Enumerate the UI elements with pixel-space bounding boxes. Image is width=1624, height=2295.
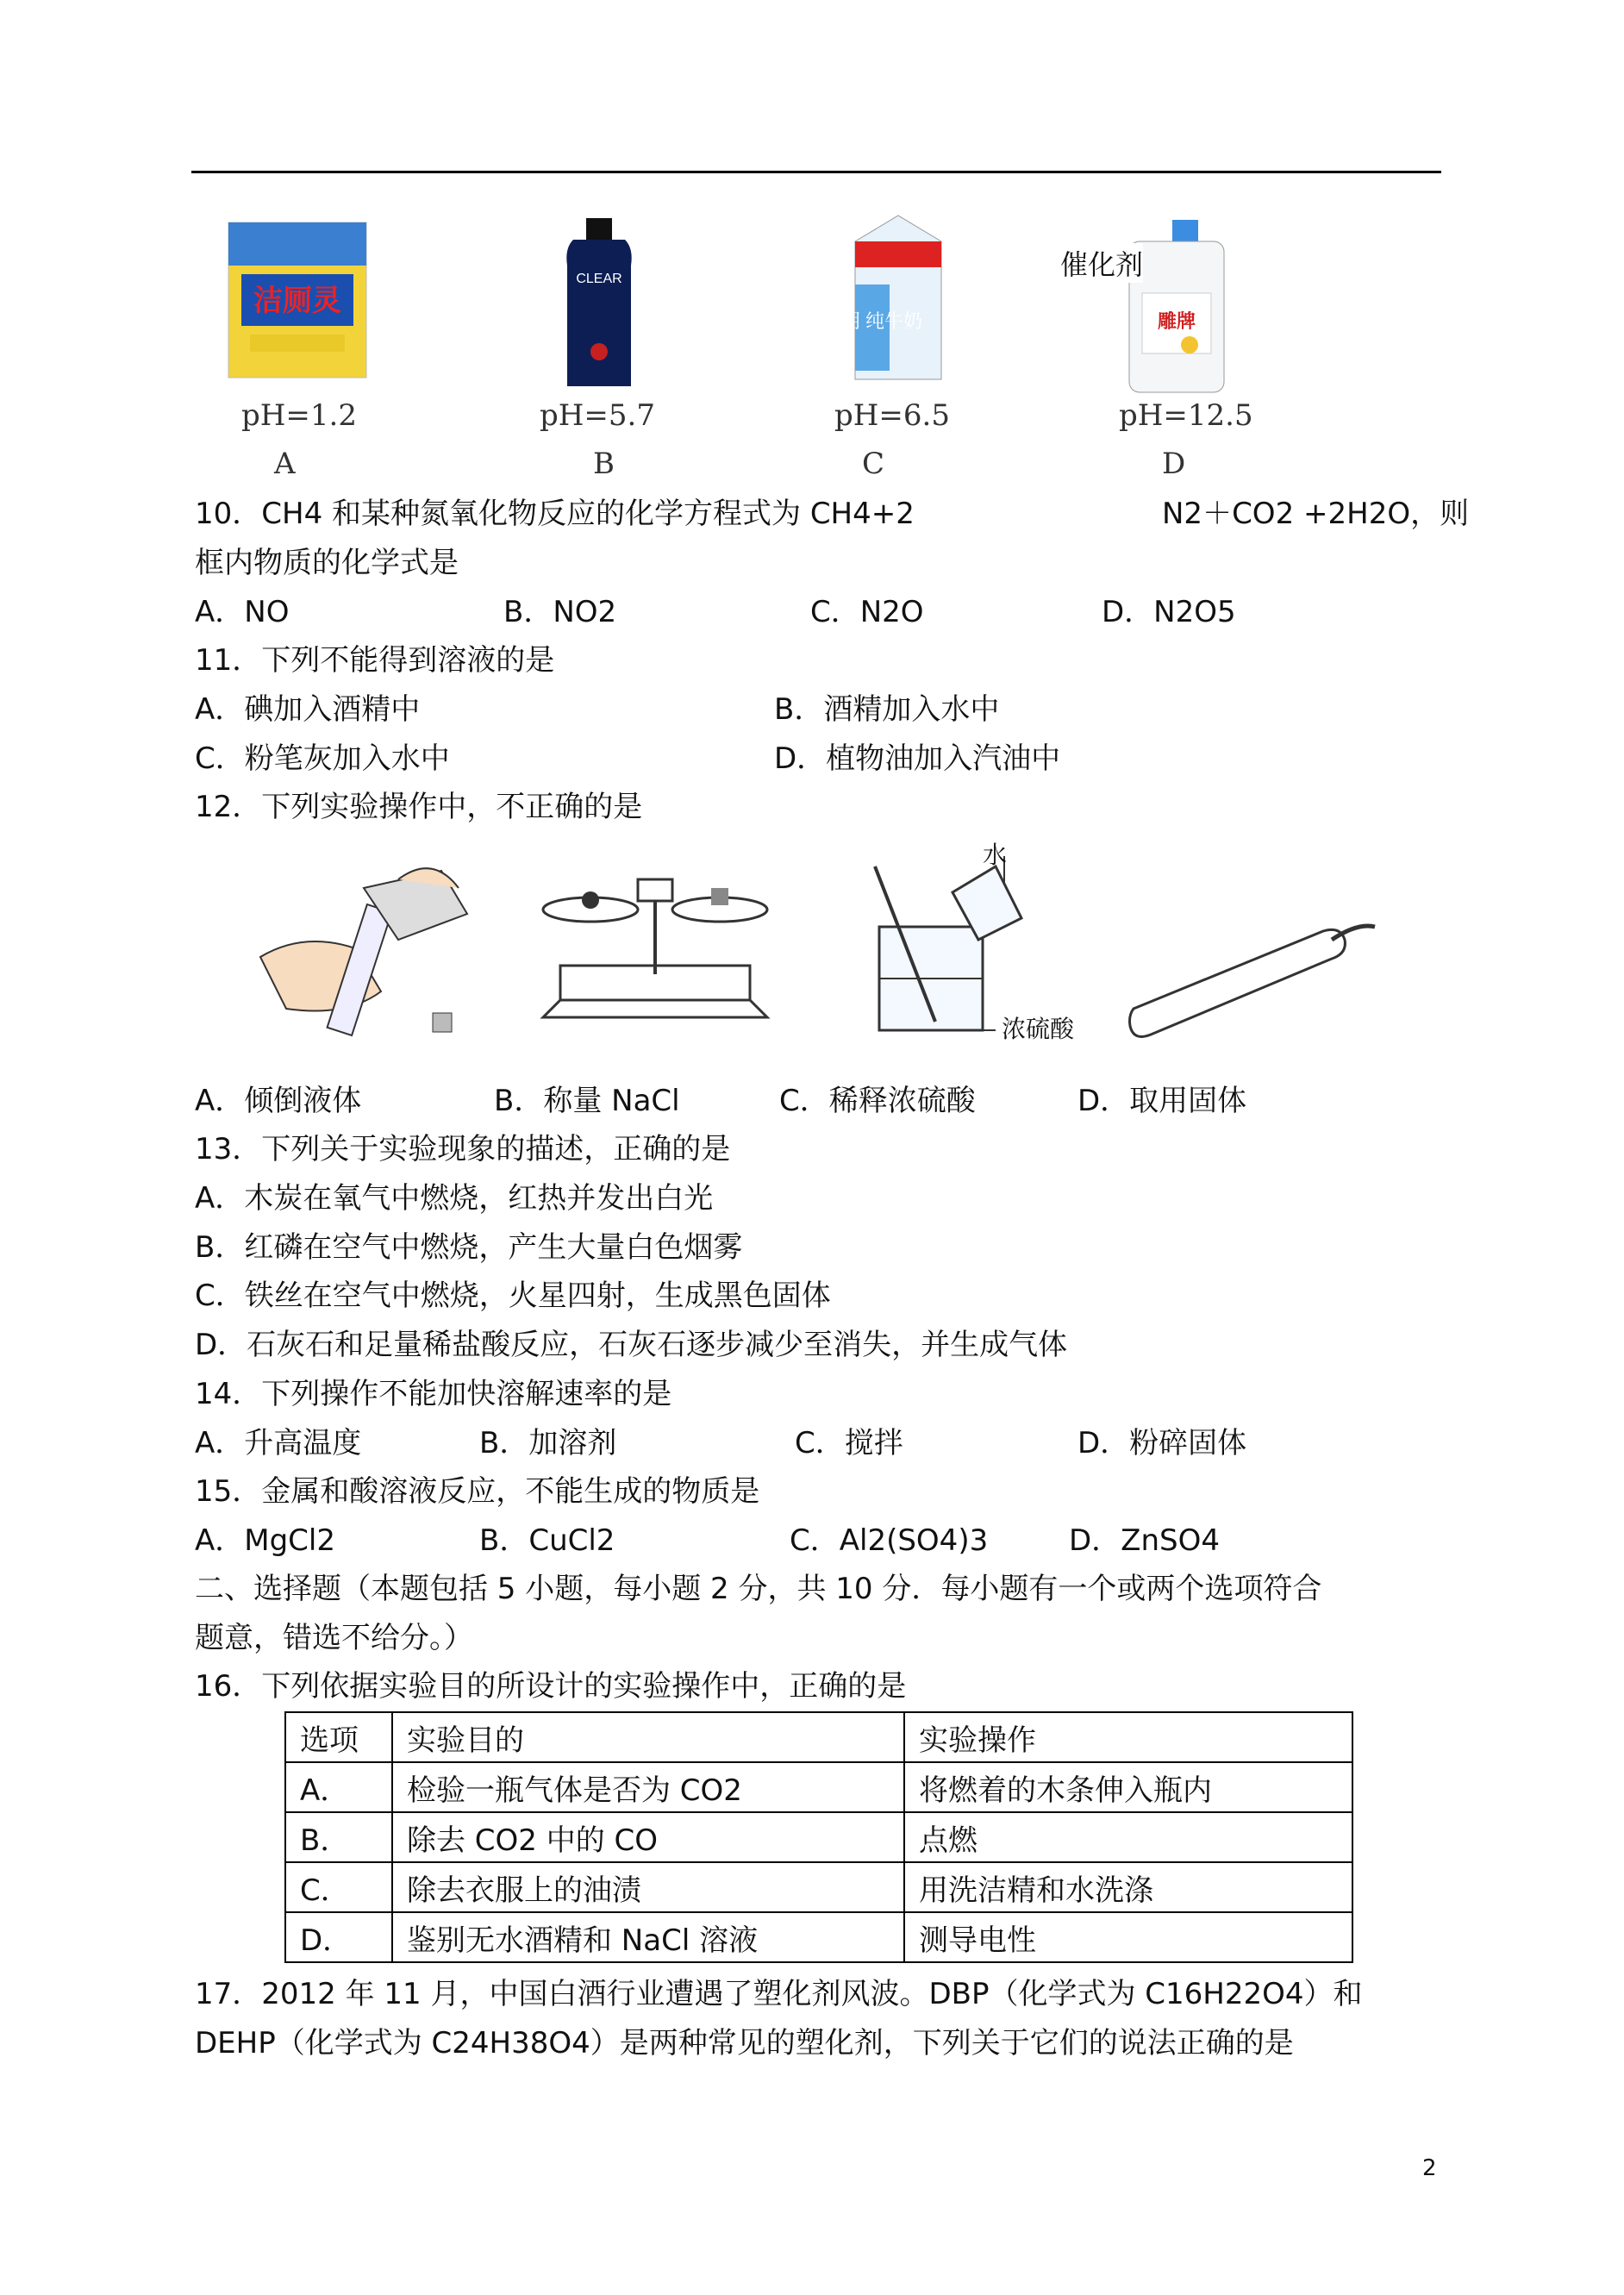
q13-option-b: B．红磷在空气中燃烧，产生大量白色烟雾 [195, 1230, 743, 1265]
sulfuric-acid-label: 浓硫酸 [1002, 1015, 1075, 1043]
table-cell: 将燃着的木条伸入瓶内 [904, 1762, 1352, 1812]
q16-table [284, 1711, 1353, 1963]
test-tube-solid-image [1125, 914, 1384, 1043]
q10-option-b: B．NO2 [503, 595, 617, 629]
q11-option-d: D．植物油加入汽油中 [774, 741, 1061, 776]
q14-stem: 14．下列操作不能加快溶解速率的是 [195, 1377, 672, 1411]
product-d-name: 雕牌 [1157, 310, 1196, 332]
pour-liquid-image [252, 854, 476, 1052]
q13-option-a: A．木炭在氧气中燃烧，红热并发出白光 [195, 1181, 714, 1216]
table-row [285, 1812, 1352, 1862]
q13-option-d: D．石灰石和足量稀盐酸反应，石灰石逐步减少至消失，并生成气体 [195, 1328, 1068, 1362]
table-cell: B． [285, 1812, 392, 1862]
table-cell: 除去衣服上的油渍 [392, 1862, 904, 1912]
q11-option-b: B．酒精加入水中 [774, 692, 1000, 727]
table-cell: A． [285, 1762, 392, 1812]
q15-option-a: A．MgCl2 [195, 1523, 335, 1558]
ph-value-a: pH=1.2 [241, 398, 357, 433]
q14-option-a: A．升高温度 [195, 1426, 362, 1460]
ph-value-c: pH=6.5 [834, 398, 950, 433]
table-cell: 鉴别无水酒精和 NaCl 溶液 [392, 1912, 904, 1962]
q10-line1-end: N2＋CO2 +2H2O，则 [1162, 497, 1470, 531]
q10-line2: 框内物质的化学式是 [195, 546, 459, 580]
product-a-name: 洁厕灵 [253, 285, 341, 317]
table-cell: 用洗洁精和水洗涤 [904, 1862, 1352, 1912]
q14-option-b: B．加溶剂 [479, 1426, 617, 1460]
table-cell: 点燃 [904, 1812, 1352, 1862]
q16-stem: 16．下列依据实验目的所设计的实验操作中，正确的是 [195, 1669, 907, 1704]
product-letter-a: A [274, 447, 296, 481]
shampoo-image [560, 214, 638, 395]
q15-option-c: C．Al2(SO4)3 [790, 1523, 989, 1558]
q17-line2: DEHP（化学式为 C24H38O4）是两种常见的塑化剂，下列关于它们的说法正确的是 [195, 2026, 1294, 2060]
product-letter-d: D [1162, 447, 1186, 481]
table-header-cell: 实验操作 [904, 1712, 1352, 1762]
q12-option-d: D．取用固体 [1077, 1084, 1247, 1118]
q15-option-b: B．CuCl2 [479, 1523, 615, 1558]
q17-line1: 17．2012 年 11 月，中国白酒行业遭遇了塑化剂风波。DBP（化学式为 C16H22O4）和 [195, 1977, 1363, 2011]
q10-line1: 10．CH4 和某种氮氧化物反应的化学方程式为 CH4+2 [195, 497, 915, 531]
table-cell: 测导电性 [904, 1912, 1352, 1962]
header-rule [191, 171, 1441, 173]
product-c-name: 光明 纯牛奶 [821, 310, 923, 332]
q10-option-c: C．N2O [810, 595, 924, 629]
table-cell: C． [285, 1862, 392, 1912]
q12-option-b: B．称量 NaCl [494, 1084, 680, 1118]
table-header-cell: 实验目的 [392, 1712, 904, 1762]
water-label: 水 [983, 841, 1008, 869]
product-b-name: CLEAR [576, 272, 622, 286]
q14-option-c: C．搅拌 [795, 1426, 903, 1460]
table-row [285, 1862, 1352, 1912]
q11-stem: 11．下列不能得到溶液的是 [195, 643, 555, 678]
q13-option-c: C．铁丝在空气中燃烧，火星四射，生成黑色固体 [195, 1279, 831, 1313]
product-letter-b: B [593, 447, 615, 481]
table-cell: 除去 CO2 中的 CO [392, 1812, 904, 1862]
section2-heading: 二、选择题（本题包括 5 小题，每小题 2 分，共 10 分．每小题有一个或两个选项符合 [195, 1572, 1322, 1606]
q12-option-a: A．倾倒液体 [195, 1084, 362, 1118]
ph-value-b: pH=5.7 [540, 398, 655, 433]
q14-option-d: D．粉碎固体 [1077, 1426, 1247, 1460]
q13-stem: 13．下列关于实验现象的描述，正确的是 [195, 1132, 731, 1166]
table-header-cell: 选项 [285, 1712, 392, 1762]
balance-image [534, 871, 776, 1043]
q10-option-a: A．NO [195, 595, 290, 629]
table-cell: D． [285, 1912, 392, 1962]
page-number: 2 [1422, 2155, 1437, 2181]
table-cell: 检验一瓶气体是否为 CO2 [392, 1762, 904, 1812]
q12-option-c: C．稀释浓硫酸 [779, 1084, 976, 1118]
q10-option-d: D．N2O5 [1102, 595, 1236, 629]
table-row [285, 1762, 1352, 1812]
product-letter-c: C [862, 447, 885, 481]
section2-heading-cont: 题意，错选不给分。） [195, 1621, 473, 1655]
q15-stem: 15．金属和酸溶液反应，不能生成的物质是 [195, 1474, 760, 1509]
catalyst-label: 催化剂 [1060, 243, 1143, 283]
q12-stem: 12．下列实验操作中，不正确的是 [195, 790, 643, 824]
table-row [285, 1912, 1352, 1962]
q11-option-a: A．碘加入酒精中 [195, 692, 421, 727]
milk-carton-image [821, 216, 959, 388]
q15-option-d: D．ZnSO4 [1069, 1523, 1220, 1558]
toilet-cleaner-image [224, 214, 371, 386]
table-header-row [285, 1712, 1352, 1762]
ph-value-d: pH=12.5 [1119, 398, 1253, 433]
q11-option-c: C．粉笔灰加入水中 [195, 741, 450, 776]
